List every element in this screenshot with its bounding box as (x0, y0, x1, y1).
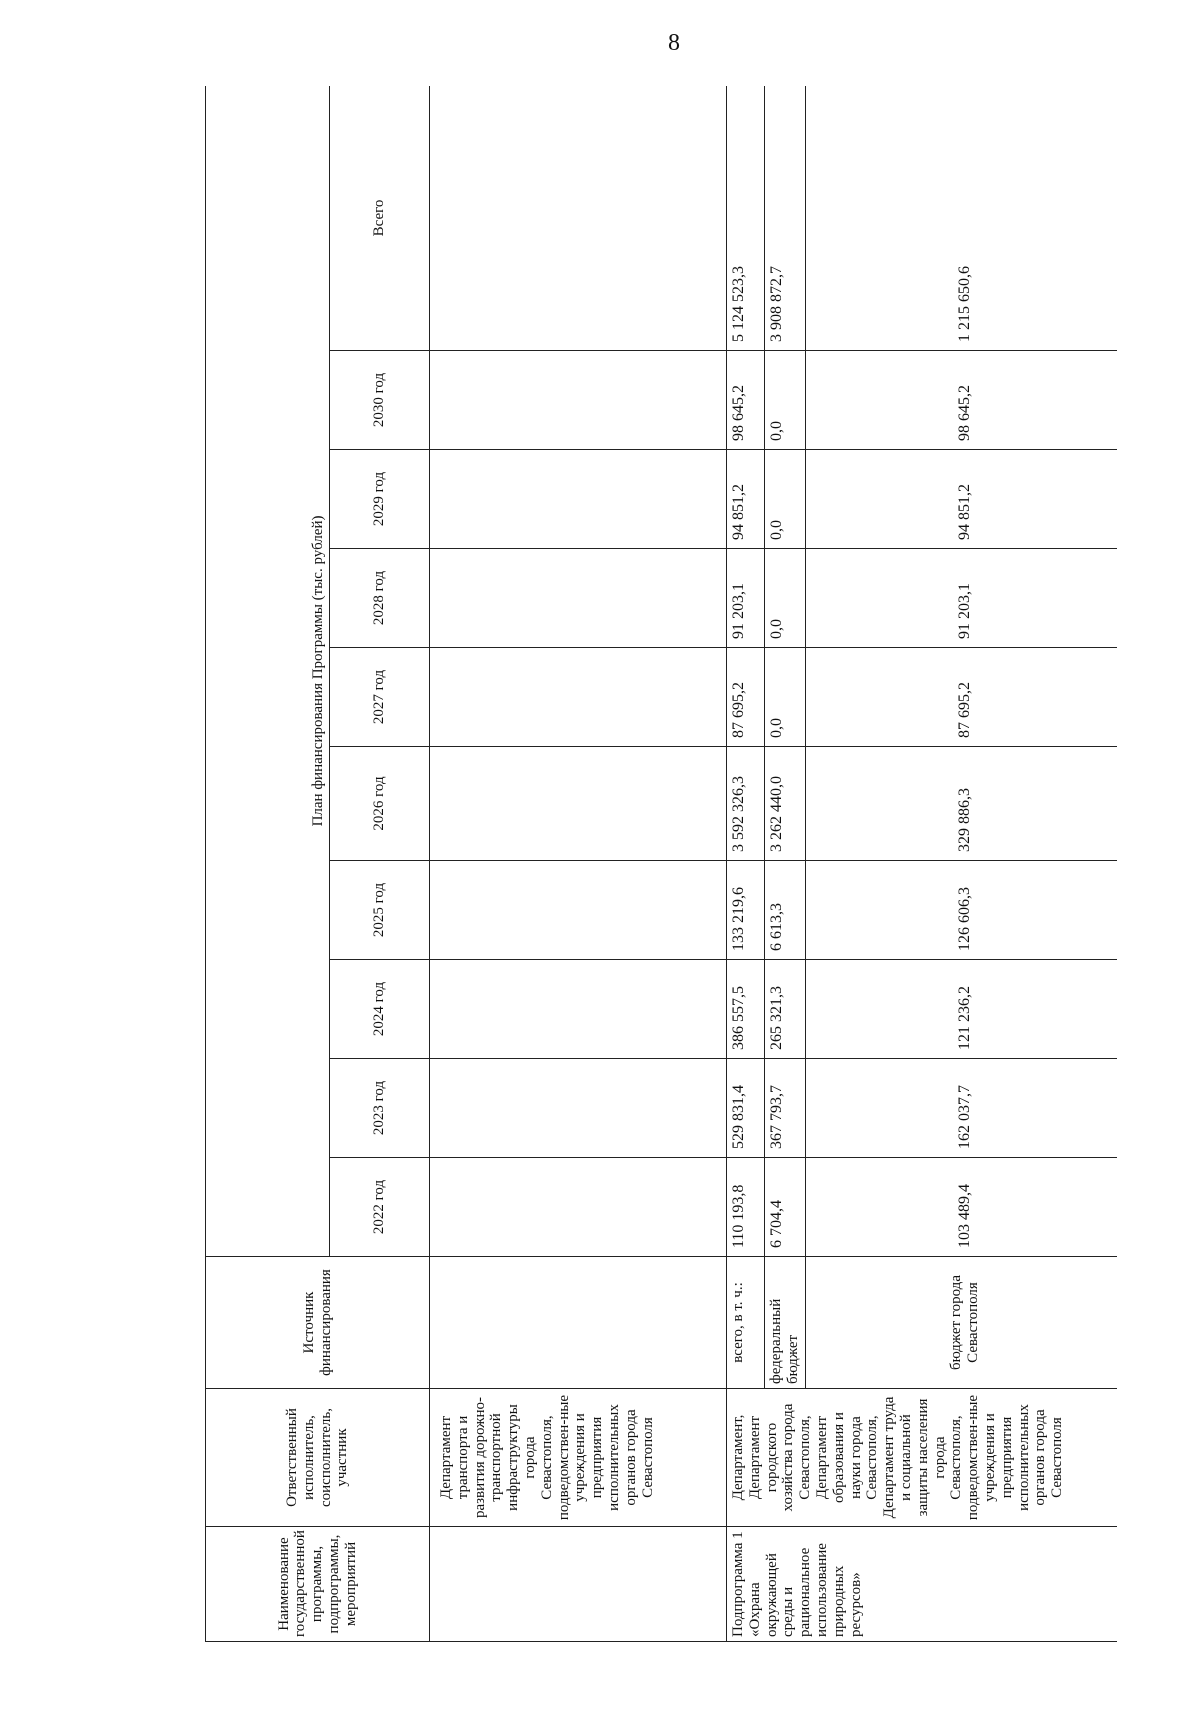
cell-empty (430, 1527, 727, 1642)
cell-value: 103 489,4 (805, 1158, 1117, 1257)
cell-total: 1 215 650,6 (805, 86, 1117, 351)
header-year: 2029 год (330, 450, 430, 549)
page-number: 8 (668, 30, 680, 56)
header-year: 2030 год (330, 351, 430, 450)
cell-value: 0,0 (765, 549, 806, 648)
cell-value: 126 606,3 (805, 861, 1117, 960)
header-source: Источник финансирования (206, 1257, 430, 1389)
cell-empty (430, 1158, 727, 1257)
cell-value: 6 704,4 (765, 1158, 806, 1257)
cell-empty (430, 1257, 727, 1389)
header-year: 2026 год (330, 747, 430, 861)
cell-empty (430, 1059, 727, 1158)
rotated-table-container (205, 86, 1117, 1642)
cell-value: 3 262 440,0 (765, 747, 806, 861)
cell-source: федеральный бюджет (765, 1257, 806, 1389)
cell-value: 162 037,7 (805, 1059, 1117, 1158)
cell-value: 98 645,2 (727, 351, 765, 450)
cell-subprogram-executor: Департамент, Департамент городского хозяйства города Севастополя, Департамент образования и науки города Севастополя, Департамент труда и социальной защиты населения города Севастополя, подведомствен-ные учреждения и предприятия исполнительных органов города Севастополя (727, 1389, 1118, 1527)
cell-value: 91 203,1 (727, 549, 765, 648)
header-year: 2028 год (330, 549, 430, 648)
cell-total: 5 124 523,3 (727, 86, 765, 351)
header-year: 2025 год (330, 861, 430, 960)
cell-value: 329 886,3 (805, 747, 1117, 861)
cell-empty (430, 450, 727, 549)
cell-value: 386 557,5 (727, 960, 765, 1059)
header-year: 2023 год (330, 1059, 430, 1158)
header-year: 2024 год (330, 960, 430, 1059)
cell-empty (430, 648, 727, 747)
cell-value: 87 695,2 (727, 648, 765, 747)
cell-value: 529 831,4 (727, 1059, 765, 1158)
table-row-total (727, 86, 765, 1642)
financing-table-frame (205, 86, 1117, 1642)
header-year: 2027 год (330, 648, 430, 747)
cell-value: 0,0 (765, 450, 806, 549)
cell-value: 133 219,6 (727, 861, 765, 960)
header-executor: Ответственный исполнитель, соисполнитель, участник (206, 1389, 430, 1527)
cell-value: 367 793,7 (765, 1059, 806, 1158)
cell-value: 91 203,1 (805, 549, 1117, 648)
cell-executor-transport: Департамент транспорта и развития дорожно-транспортной инфраструктуры города Севастополя, подведомствен-ные учреждения и предприятия исполнительных органов города Севастополя (430, 1389, 727, 1527)
cell-empty (430, 861, 727, 960)
header-name: Наименование государственной программы, подпрограммы, мероприятий (206, 1527, 430, 1642)
cell-value: 94 851,2 (727, 450, 765, 549)
cell-empty (430, 549, 727, 648)
cell-value: 110 193,8 (727, 1158, 765, 1257)
cell-value: 98 645,2 (805, 351, 1117, 450)
header-total: Всего (330, 86, 430, 351)
cell-value: 265 321,3 (765, 960, 806, 1059)
cell-value: 94 851,2 (805, 450, 1117, 549)
header-plan: План финансирования Программы (тыс. рублей) (206, 86, 330, 1257)
cell-empty (430, 747, 727, 861)
cell-value: 3 592 326,3 (727, 747, 765, 861)
header-year: 2022 год (330, 1158, 430, 1257)
financing-plan-table (205, 86, 1117, 1642)
cell-total: 3 908 872,7 (765, 86, 806, 351)
cell-source: всего, в т. ч.: (727, 1257, 765, 1389)
cell-value: 87 695,2 (805, 648, 1117, 747)
cell-empty (430, 351, 727, 450)
cell-value: 0,0 (765, 351, 806, 450)
cell-empty (430, 960, 727, 1059)
cell-empty (430, 86, 727, 351)
cell-value: 6 613,3 (765, 861, 806, 960)
cell-source: бюджет города Севастополя (805, 1257, 1117, 1389)
table-row-transport (430, 86, 727, 1642)
cell-value: 121 236,2 (805, 960, 1117, 1059)
header-row-top (206, 86, 330, 1642)
cell-subprogram-name: Подпрограмма 1 «Охрана окружающей среды и рациональное использование природных ресурсов» (727, 1527, 1118, 1642)
cell-value: 0,0 (765, 648, 806, 747)
